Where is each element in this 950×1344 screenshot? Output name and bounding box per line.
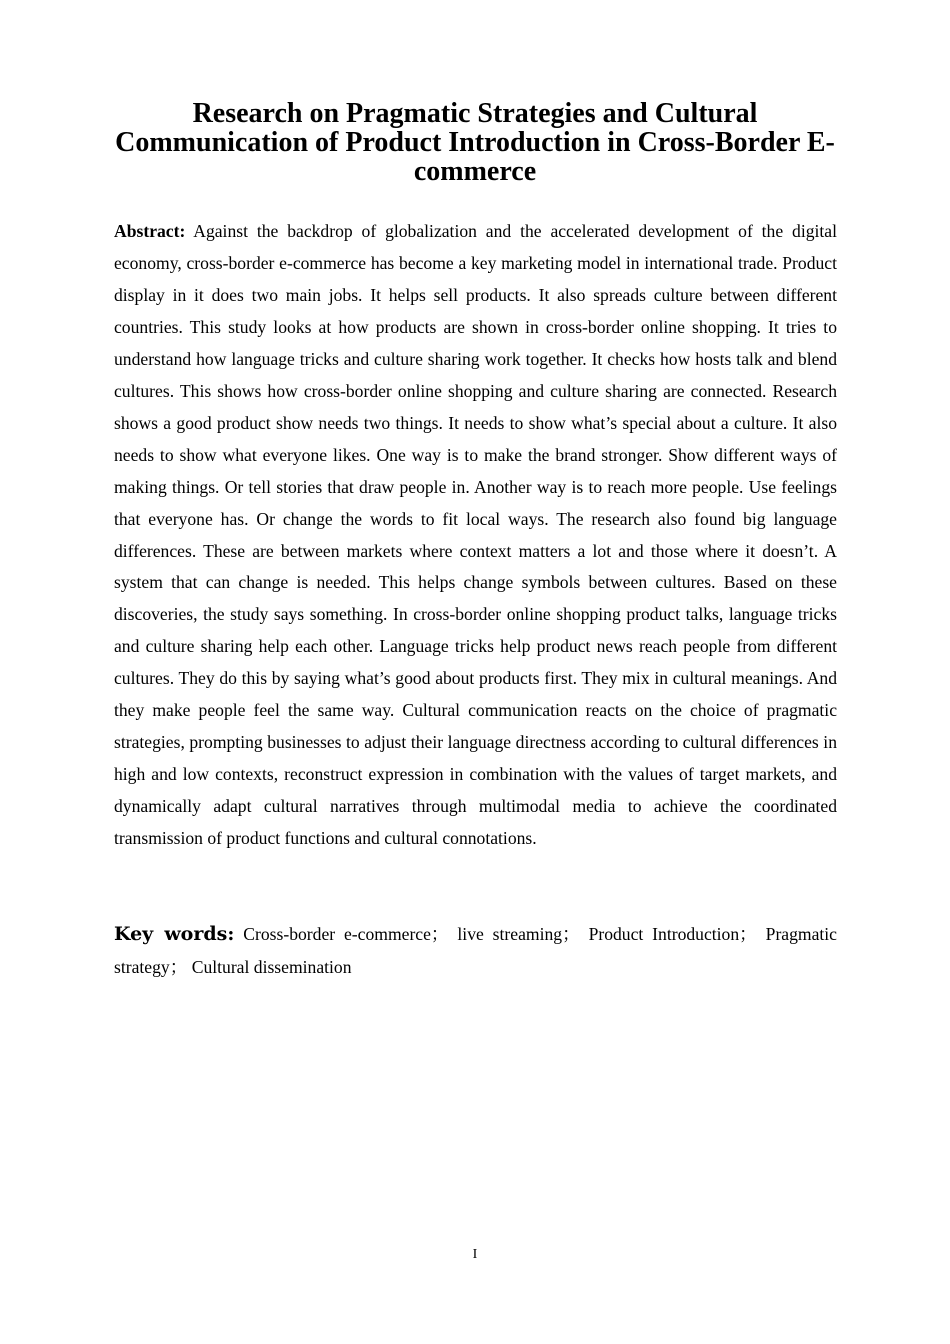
keyword-item: Product Introduction: [588, 924, 740, 944]
keywords-label: Key words:: [114, 923, 235, 945]
keyword-item: live streaming: [457, 924, 563, 944]
keyword-item: Cross-border e-commerce: [243, 924, 431, 944]
paper-title: Research on Pragmatic Strategies and Cultural Communication of Product Introduction in Cross-Border E-commerce: [115, 98, 835, 187]
page-number: I: [472, 1247, 478, 1262]
abstract-label: Abstract:: [114, 221, 186, 241]
keyword-separator: ；: [562, 925, 580, 945]
keyword-separator: ；: [169, 958, 188, 978]
abstract-text: Against the backdrop of globalization and the accelerated development of the digital economy, cross-border e-commerce has become a key marketing model in international trade. Product display in it does two main jobs. It helps sell products. It also spreads culture between different countries. This study looks at how products are shown in cross-border online shopping. It tries to understand how language tricks and culture sharing work together. It checks how hosts talk and blend cultures. This shows how cross-border online shopping and culture sharing are connected. Research shows a good product show needs two things. It needs to show what’s special about a culture. It also needs to show what everyone likes. One way is to make the brand stronger. Show different ways of making things. Or tell stories that draw people in. Another way is to reach more people. Use feelings that everyone has. Or change the words to fit local ways. The research also found big language differences. These are between markets where context matters a lot and those where it doesn’t. A system that can change is needed. This helps change symbols between cultures. Based on these discoveries, the study says something. In cross-border online shopping product talks, language tricks and culture sharing help each other. Language tricks help product news reach people from different cultures. They do this by saying what’s good about products first. They mix in cultural meanings. And they make people feel the same way. Cultural communication reacts on the choice of pragmatic strategies, prompting businesses to adjust their language directness according to cultural differences in high and low contexts, reconstruct expression in combination with the values of target markets, and dynamically adapt cultural narratives through multimodal media to achieve the coordinated transmission of product functions and cultural connotations.: [114, 221, 837, 849]
keyword-separator: ；: [430, 925, 449, 945]
keyword-item: Pragmatic strategy: [114, 924, 837, 977]
keyword-separator: ；: [739, 925, 757, 945]
keywords-paragraph: [114, 918, 837, 984]
abstract-paragraph: [114, 216, 837, 855]
keyword-item: Cultural dissemination: [191, 957, 352, 977]
